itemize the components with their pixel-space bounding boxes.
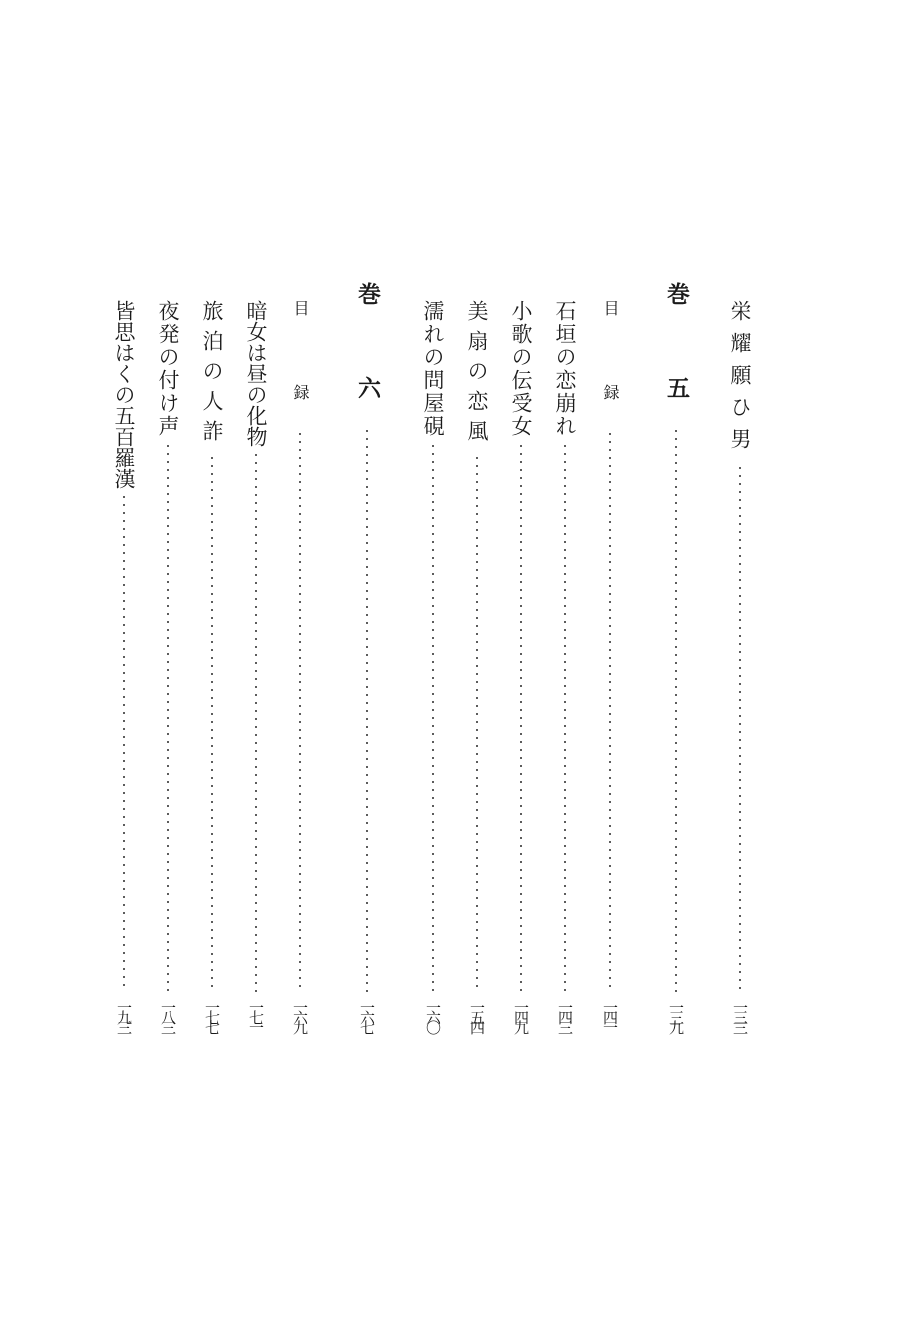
toc-entry-title: 目 録 bbox=[601, 300, 620, 426]
toc-entry bbox=[415, 300, 451, 1030]
toc-entry-page: 一六七 bbox=[358, 1000, 376, 1030]
toc-entry-title: 濡れの問屋硯 bbox=[421, 300, 445, 438]
toc-entry bbox=[722, 300, 758, 1030]
toc-entry bbox=[592, 300, 628, 1030]
dot-leader bbox=[520, 442, 522, 992]
toc-entry-title: 美扇の恋風 bbox=[465, 300, 489, 450]
toc-volume-heading bbox=[349, 282, 385, 1030]
toc-entry-page: 一六九 bbox=[291, 1000, 309, 1030]
toc-entry bbox=[194, 300, 230, 1030]
dot-leader bbox=[564, 442, 566, 992]
toc-entry-page: 一四一 bbox=[601, 1000, 619, 1030]
toc-entry bbox=[282, 300, 318, 1030]
toc-entry-title: 夜発の付け声 bbox=[156, 300, 180, 438]
dot-leader bbox=[366, 427, 368, 992]
toc-entry-title: 目 録 bbox=[291, 300, 310, 426]
toc-entry-page: 一八三 bbox=[159, 1000, 177, 1030]
toc-entry-page: 一三九 bbox=[667, 1000, 685, 1030]
toc-entry bbox=[238, 300, 274, 1030]
toc-entry-title: 巻 六 bbox=[354, 282, 381, 423]
dot-leader bbox=[609, 430, 611, 992]
dot-leader bbox=[211, 454, 213, 992]
dot-leader bbox=[739, 464, 741, 992]
toc-entry-page: 一五四 bbox=[468, 1000, 486, 1030]
toc-entry-page: 一三三 bbox=[731, 1000, 749, 1030]
toc-entry-page: 一七一 bbox=[247, 1000, 265, 1030]
toc-entry bbox=[106, 300, 142, 1030]
toc-entry bbox=[150, 300, 186, 1030]
toc-entry bbox=[459, 300, 495, 1030]
toc-entry bbox=[503, 300, 539, 1030]
dot-leader bbox=[167, 442, 169, 992]
toc-entry-page: 一九三 bbox=[115, 1000, 133, 1030]
toc-entry bbox=[547, 300, 583, 1030]
dot-leader bbox=[299, 430, 301, 992]
toc-volume-heading bbox=[658, 282, 694, 1030]
toc-entry-title: 栄耀願ひ男 bbox=[728, 300, 752, 460]
dot-leader bbox=[476, 454, 478, 992]
toc-entry-title: 皆思はくの五百羅漢 bbox=[112, 300, 136, 489]
toc-entry-title: 小歌の伝受女 bbox=[509, 300, 533, 438]
dot-leader bbox=[123, 493, 125, 992]
dot-leader bbox=[675, 427, 677, 992]
dot-leader bbox=[255, 451, 257, 992]
toc-entry-page: 一七七 bbox=[203, 1000, 221, 1030]
toc-entry-page: 一四三 bbox=[556, 1000, 574, 1030]
toc-entry-title: 石垣の恋崩れ bbox=[553, 300, 577, 438]
dot-leader bbox=[432, 442, 434, 992]
toc-entry-title: 旅泊の人詐 bbox=[200, 300, 224, 450]
toc-entry-page: 一四九 bbox=[512, 1000, 530, 1030]
toc-entry-title: 巻 五 bbox=[663, 282, 690, 423]
toc-entry-page: 一六〇 bbox=[424, 1000, 442, 1030]
toc-entry-title: 暗女は昼の化物 bbox=[244, 300, 268, 447]
